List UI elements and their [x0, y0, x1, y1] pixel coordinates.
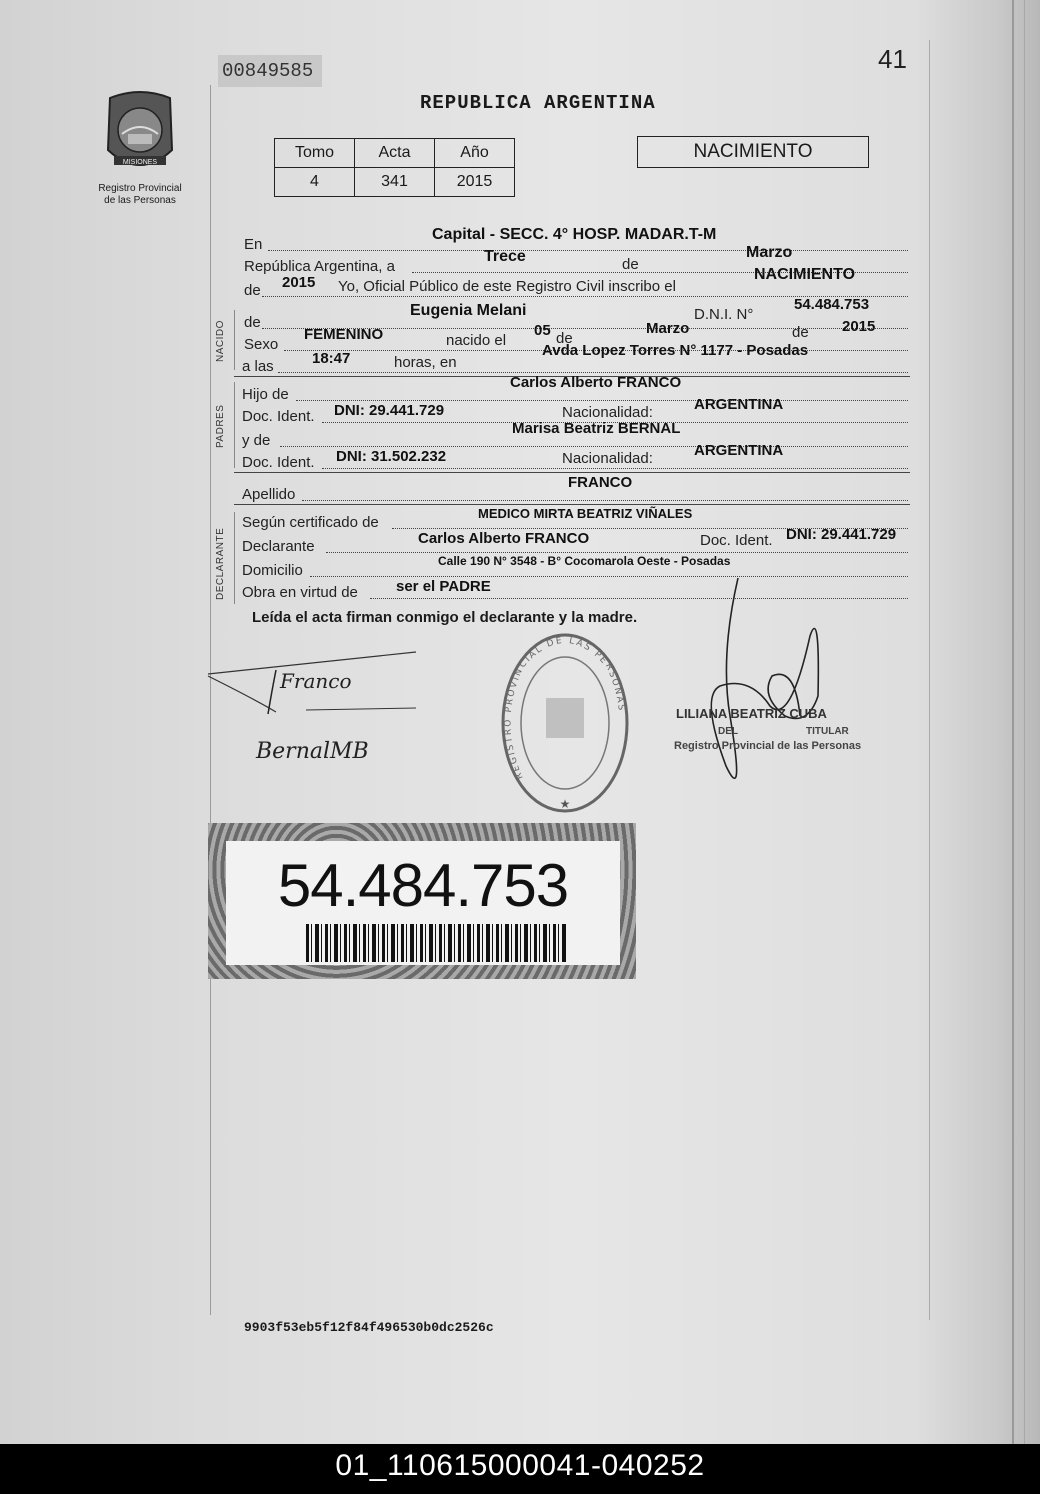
child-name: Eugenia Melani: [410, 302, 527, 319]
official-name: LILIANA BEATRIZ CUBA: [676, 706, 827, 721]
virtud-value: ser el PADRE: [396, 578, 491, 595]
label-horas: horas, en: [394, 354, 457, 371]
label-doc1: Doc. Ident.: [242, 408, 315, 425]
birth-year: 2015: [842, 318, 876, 335]
header-anio: Año: [435, 139, 515, 168]
label-virtud: Obra en virtud de: [242, 584, 358, 601]
label-apellido: Apellido: [242, 486, 296, 503]
value-tomo: 4: [275, 168, 355, 197]
section-declarante-label: DECLARANTE: [215, 527, 226, 600]
page-edge: [1024, 0, 1025, 1444]
birth-address: Avda Lopez Torres N° 1177 - Posadas: [542, 342, 809, 359]
declarant-name: Carlos Alberto FRANCO: [418, 530, 590, 547]
label-dni: D.N.I. N°: [694, 306, 754, 323]
father-doc: DNI: 29.441.729: [334, 402, 445, 419]
declarant-address: Calle 190 N° 3548 - B° Cocomarola Oeste - Posadas: [438, 554, 731, 568]
mother-name: Marisa Beatriz BERNAL: [512, 420, 681, 437]
document-type-box: NACIMIENTO: [637, 136, 869, 168]
sex-value: FEMENINO: [304, 326, 384, 343]
official-registry: Registro Provincial de las Personas: [674, 740, 862, 752]
barcode-label: [208, 823, 636, 979]
label-doc-decl: Doc. Ident.: [700, 532, 773, 549]
official-role-left: DEL: [718, 726, 738, 737]
section-padres-label: PADRES: [215, 404, 226, 448]
birth-time: 18:47: [312, 350, 351, 367]
mother-doc: DNI: 31.502.232: [336, 448, 447, 465]
barcode-bars: [306, 924, 566, 962]
registry-label: [78, 183, 202, 207]
child-dni: 54.484.753: [794, 296, 870, 313]
label-domicilio: Domicilio: [242, 562, 303, 579]
section-nacido-label: NACIDO: [215, 320, 226, 362]
label-nacido-el: nacido el: [446, 332, 507, 349]
label-cert: Según certificado de: [242, 514, 379, 531]
label-doc2: Doc. Ident.: [242, 454, 315, 471]
record-table: [274, 138, 515, 197]
label-de-b: de: [792, 324, 809, 341]
seal-text: REGISTRO PROVINCIAL DE LAS PERSONAS: [503, 635, 627, 781]
country-title: REPUBLICA ARGENTINA: [420, 92, 656, 114]
page-number: 41: [878, 44, 907, 74]
header-acta: Acta: [355, 139, 435, 168]
month-value: Marzo: [746, 244, 793, 261]
document-hash: 9903f53eb5f12f84f496530b0dc2526c: [244, 1320, 494, 1335]
label-yde: y de: [242, 432, 271, 449]
serial-number: 00849585: [218, 55, 322, 87]
label-declarante: Declarante: [242, 538, 315, 555]
surname-value: FRANCO: [568, 474, 633, 491]
label-sexo: Sexo: [244, 336, 279, 353]
label-alas: a las: [242, 358, 274, 375]
signature-bernal: BernalMB: [256, 739, 369, 764]
father-nationality: ARGENTINA: [694, 396, 784, 413]
label-de2: de: [244, 282, 261, 299]
label-nac2: Nacionalidad:: [562, 450, 653, 467]
margin-line: [929, 40, 930, 1320]
day-value: Trece: [484, 248, 526, 265]
value-anio: 2015: [435, 168, 515, 197]
official-role-right: TITULAR: [806, 726, 849, 737]
value-acta: 341: [355, 168, 435, 197]
official-signature-scribble: [690, 576, 830, 808]
footer-file-id: 01_110615000041-040252: [0, 1444, 1040, 1494]
registry-line1: Registro Provincial: [98, 183, 182, 194]
svg-text:★: ★: [559, 797, 571, 811]
logo-text: MISIONES: [122, 159, 158, 166]
place-value: Capital - SECC. 4° HOSP. MADAR.T-M: [432, 226, 717, 243]
label-republica: República Argentina, a: [244, 258, 395, 275]
label-de-nacido: de: [244, 314, 261, 331]
label-de-a: de: [556, 330, 573, 347]
page-edge: [1012, 0, 1014, 1444]
birth-day: 05: [534, 322, 551, 339]
label-de: de: [622, 256, 639, 273]
official-seal: [498, 628, 632, 818]
signature-franco: Franco: [280, 669, 352, 693]
declarant-doc: DNI: 29.441.729: [786, 526, 897, 543]
registry-line2: de las Personas: [104, 195, 176, 206]
declarant-signatures: [206, 650, 426, 770]
province-crest-logo: [100, 90, 180, 176]
label-hijo: Hijo de: [242, 386, 289, 403]
mother-nationality: ARGENTINA: [694, 442, 784, 459]
label-en: En: [244, 236, 263, 253]
header-tomo: Tomo: [275, 139, 355, 168]
birth-month: Marzo: [646, 320, 690, 337]
year-value: 2015: [282, 274, 316, 291]
reading-note: Leída el acta firman conmigo el declarante y la madre.: [252, 609, 638, 626]
father-name: Carlos Alberto FRANCO: [510, 374, 682, 391]
barcode-number: 54.484.753: [277, 852, 569, 919]
act-type-value: NACIMIENTO: [754, 266, 856, 283]
label-oficial: Yo, Oficial Público de este Registro Civil inscribo el: [338, 278, 676, 295]
cert-value: MEDICO MIRTA BEATRIZ VIÑALES: [478, 506, 693, 521]
label-nac1: Nacionalidad:: [562, 404, 653, 421]
